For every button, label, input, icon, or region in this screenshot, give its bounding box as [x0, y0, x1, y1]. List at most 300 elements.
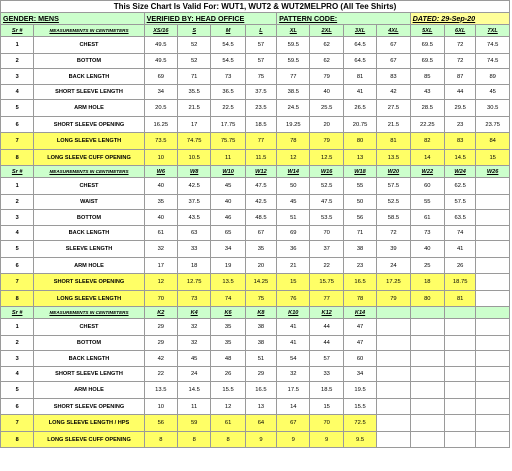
- measurement-value: 22: [144, 367, 177, 382]
- measurement-label: BOTTOM: [34, 210, 144, 226]
- measurement-value: 17.75: [211, 117, 245, 133]
- measurement-value: 79: [377, 291, 410, 307]
- measurement-value: 63.5: [445, 210, 476, 226]
- measurement-value: 10: [144, 150, 177, 166]
- table-row: [1, 100, 510, 117]
- measurement-value: 69: [277, 226, 310, 241]
- measurement-value: [476, 226, 510, 241]
- measurement-value: 14: [410, 150, 444, 166]
- measurement-value: 10.5: [178, 150, 211, 166]
- measurement-value: 8: [211, 432, 245, 448]
- size-header: W14: [277, 166, 310, 178]
- measurement-value: [476, 382, 510, 399]
- size-header: W6: [144, 166, 177, 178]
- measurement-value: 83: [377, 69, 410, 85]
- section-header-row: [1, 25, 510, 37]
- section-header-row: [1, 307, 510, 319]
- row-number: 4: [1, 85, 34, 100]
- measurement-value: [476, 210, 510, 226]
- measurement-value: [476, 241, 510, 258]
- measurement-value: 16.5: [343, 274, 376, 291]
- size-header: W18: [343, 166, 376, 178]
- measurement-value: 20.5: [144, 100, 177, 117]
- measurement-value: 11: [178, 399, 211, 415]
- measurement-value: 8: [144, 432, 177, 448]
- measurement-value: 29: [144, 336, 177, 351]
- measurement-value: 35: [211, 319, 245, 336]
- measurement-value: 24: [377, 258, 410, 274]
- size-header: K8: [245, 307, 276, 319]
- measurement-value: 60: [410, 178, 444, 195]
- table-row: [1, 210, 510, 226]
- measurement-label: SHORT SLEEVE LENGTH: [34, 85, 144, 100]
- info-row: [1, 13, 510, 25]
- measurement-value: 38: [245, 336, 276, 351]
- measurement-label: BACK LENGTH: [34, 351, 144, 367]
- measurement-label: BOTTOM: [34, 54, 144, 69]
- measurement-value: 57: [245, 54, 276, 69]
- measurement-value: [410, 399, 444, 415]
- measurement-label: LONG SLEEVE CUFF OPENING: [34, 150, 144, 166]
- measurement-label: ARM HOLE: [34, 382, 144, 399]
- measurement-value: 42.5: [245, 195, 276, 210]
- measurement-value: 38.5: [277, 85, 310, 100]
- sr-header: Sr #: [1, 307, 34, 319]
- measurement-value: 36.5: [211, 85, 245, 100]
- size-header: W20: [377, 166, 410, 178]
- measurement-value: [410, 367, 444, 382]
- row-number: 3: [1, 69, 34, 85]
- measurement-value: 27.5: [377, 100, 410, 117]
- dated-field: DATED: 29-Sep-20: [410, 13, 509, 25]
- measurement-value: 34: [211, 241, 245, 258]
- measurement-value: 85: [410, 69, 444, 85]
- measurement-value: 35: [245, 241, 276, 258]
- measurement-value: 20.75: [343, 117, 376, 133]
- measurement-value: 51: [277, 210, 310, 226]
- size-header: W22: [410, 166, 444, 178]
- row-number: 7: [1, 274, 34, 291]
- measurement-value: 44: [310, 336, 343, 351]
- measurement-value: 65: [211, 226, 245, 241]
- measurement-value: 11: [211, 150, 245, 166]
- measurement-value: 15.5: [343, 399, 376, 415]
- size-header: K10: [277, 307, 310, 319]
- measurement-value: 74: [211, 291, 245, 307]
- measurement-value: 51: [245, 351, 276, 367]
- measurement-value: [377, 367, 410, 382]
- measurement-value: 34: [144, 85, 177, 100]
- measurement-value: 80: [343, 133, 376, 150]
- measurement-value: 22.25: [410, 117, 444, 133]
- measurement-value: 72: [445, 37, 476, 54]
- measurement-value: 50: [277, 178, 310, 195]
- row-number: 2: [1, 195, 34, 210]
- measurement-value: 37.5: [178, 195, 211, 210]
- measurement-value: 35: [144, 195, 177, 210]
- measurement-value: [445, 319, 476, 336]
- measurement-value: 37.5: [245, 85, 276, 100]
- size-header: 5XL: [410, 25, 444, 37]
- size-header: W24: [445, 166, 476, 178]
- gender-field: GENDER: MENS: [1, 13, 145, 25]
- measurement-value: 73.5: [144, 133, 177, 150]
- measurement-value: 59.5: [277, 54, 310, 69]
- measurement-value: 63: [178, 226, 211, 241]
- measurement-value: 40: [144, 210, 177, 226]
- row-number: 5: [1, 241, 34, 258]
- size-header: W12: [245, 166, 276, 178]
- measurement-value: [410, 319, 444, 336]
- measurement-value: 69: [144, 69, 177, 85]
- measurement-value: 42: [377, 85, 410, 100]
- measurement-value: 21.5: [178, 100, 211, 117]
- measurement-value: 40: [310, 85, 343, 100]
- measurement-label: BACK LENGTH: [34, 226, 144, 241]
- measurement-value: [476, 178, 510, 195]
- measurement-value: 14.25: [245, 274, 276, 291]
- measurement-value: 21: [277, 258, 310, 274]
- measurement-value: [410, 432, 444, 448]
- measurement-label: LONG SLEEVE CUFF OPENING: [34, 432, 144, 448]
- size-header: XL: [277, 25, 310, 37]
- measurement-label: CHEST: [34, 319, 144, 336]
- measurement-value: 39: [377, 241, 410, 258]
- measurement-value: 79: [310, 133, 343, 150]
- measurement-value: 32: [178, 336, 211, 351]
- measurement-value: 41: [343, 85, 376, 100]
- row-number: 2: [1, 54, 34, 69]
- measurement-value: 12: [277, 150, 310, 166]
- measurement-label: WAIST: [34, 195, 144, 210]
- table-row: [1, 37, 510, 54]
- measurement-value: 46: [211, 210, 245, 226]
- table-row: [1, 351, 510, 367]
- measurement-value: 50: [343, 195, 376, 210]
- measurement-value: 25: [410, 258, 444, 274]
- measurement-value: 22.5: [211, 100, 245, 117]
- measurement-label: BACK LENGTH: [34, 69, 144, 85]
- measurement-value: 47: [343, 319, 376, 336]
- measurement-value: 40: [144, 178, 177, 195]
- measurement-value: 52.5: [310, 178, 343, 195]
- measurement-value: 59: [178, 415, 211, 432]
- size-header: W16: [310, 166, 343, 178]
- measurement-value: 54.5: [211, 37, 245, 54]
- title-row: [1, 1, 510, 13]
- table-row: [1, 85, 510, 100]
- measurement-value: 12.75: [178, 274, 211, 291]
- measurement-value: 43: [410, 85, 444, 100]
- measurement-value: 49.5: [144, 37, 177, 54]
- measurement-value: 23.5: [245, 100, 276, 117]
- measurement-value: 25.5: [310, 100, 343, 117]
- measurement-value: 70: [310, 226, 343, 241]
- measurement-value: 18.5: [310, 382, 343, 399]
- size-header: L: [245, 25, 276, 37]
- table-row: [1, 382, 510, 399]
- measurement-value: [377, 382, 410, 399]
- measurement-value: 17: [178, 117, 211, 133]
- measurement-value: 62.5: [445, 178, 476, 195]
- measurement-value: 16.5: [245, 382, 276, 399]
- measurement-label: CHEST: [34, 178, 144, 195]
- measurement-value: 15: [310, 399, 343, 415]
- measurement-value: 61: [410, 210, 444, 226]
- row-number: 3: [1, 210, 34, 226]
- measurement-value: 13.5: [377, 150, 410, 166]
- sr-header: Sr #: [1, 25, 34, 37]
- row-number: 1: [1, 319, 34, 336]
- measurement-value: 12.5: [310, 150, 343, 166]
- pattern-code-field: PATTERN CODE:: [277, 13, 411, 25]
- measurement-value: 30.5: [476, 100, 510, 117]
- measurement-value: 32: [144, 241, 177, 258]
- measurement-value: 45: [476, 85, 510, 100]
- size-header: K12: [310, 307, 343, 319]
- measurement-value: 45: [277, 195, 310, 210]
- measurement-value: 42: [144, 351, 177, 367]
- measurement-label: ARM HOLE: [34, 100, 144, 117]
- measurement-header: MEASUREMENTS IN CENTIMETERS: [34, 166, 144, 178]
- measurement-value: [377, 399, 410, 415]
- measurement-label: SHORT SLEEVE LENGTH: [34, 367, 144, 382]
- measurement-value: [410, 415, 444, 432]
- measurement-value: [476, 351, 510, 367]
- measurement-value: 17.25: [377, 274, 410, 291]
- measurement-value: 23.75: [476, 117, 510, 133]
- measurement-value: 45: [211, 178, 245, 195]
- measurement-value: 18.75: [445, 274, 476, 291]
- measurement-value: 28.5: [410, 100, 444, 117]
- measurement-value: 49.5: [144, 54, 177, 69]
- measurement-value: 56: [144, 415, 177, 432]
- measurement-value: 67: [277, 415, 310, 432]
- measurement-value: 42.5: [178, 178, 211, 195]
- measurement-value: 13: [343, 150, 376, 166]
- size-header: 3XL: [343, 25, 376, 37]
- measurement-value: 26: [211, 367, 245, 382]
- measurement-value: 47.5: [310, 195, 343, 210]
- measurement-value: 9: [277, 432, 310, 448]
- measurement-value: 53.5: [310, 210, 343, 226]
- measurement-value: 41: [277, 319, 310, 336]
- measurement-value: 17.5: [277, 382, 310, 399]
- measurement-value: 52.5: [377, 195, 410, 210]
- measurement-value: 17: [144, 258, 177, 274]
- table-row: [1, 117, 510, 133]
- row-number: 5: [1, 100, 34, 117]
- measurement-value: 77: [245, 133, 276, 150]
- measurement-value: 12: [211, 399, 245, 415]
- measurement-value: 71: [178, 69, 211, 85]
- measurement-value: 69.5: [410, 37, 444, 54]
- measurement-label: ARM HOLE: [34, 258, 144, 274]
- measurement-value: 26: [445, 258, 476, 274]
- size-header: W10: [211, 166, 245, 178]
- table-row: [1, 415, 510, 432]
- measurement-value: [476, 195, 510, 210]
- table-row: [1, 291, 510, 307]
- measurement-value: 84: [476, 133, 510, 150]
- measurement-value: 67: [245, 226, 276, 241]
- table-row: [1, 241, 510, 258]
- measurement-value: 9: [245, 432, 276, 448]
- row-number: 7: [1, 415, 34, 432]
- table-row: [1, 150, 510, 166]
- measurement-value: 16.25: [144, 117, 177, 133]
- measurement-value: 81: [445, 291, 476, 307]
- measurement-value: 15.5: [211, 382, 245, 399]
- measurement-value: 64: [245, 415, 276, 432]
- measurement-value: 44: [310, 319, 343, 336]
- measurement-value: 48: [211, 351, 245, 367]
- measurement-header: MEASUREMENTS IN CENTIMETERS: [34, 307, 144, 319]
- measurement-value: 24.5: [277, 100, 310, 117]
- measurement-value: 57: [245, 37, 276, 54]
- measurement-value: 47.5: [245, 178, 276, 195]
- measurement-value: 44: [445, 85, 476, 100]
- measurement-header: MEASUREMENTS IN CENTIMETERS: [34, 25, 144, 37]
- measurement-value: 56: [343, 210, 376, 226]
- size-header: [377, 307, 410, 319]
- measurement-label: CHEST: [34, 37, 144, 54]
- table-row: [1, 336, 510, 351]
- section-header-row: [1, 166, 510, 178]
- measurement-value: [445, 351, 476, 367]
- measurement-value: 74: [445, 226, 476, 241]
- measurement-value: 89: [476, 69, 510, 85]
- measurement-value: 13.5: [211, 274, 245, 291]
- measurement-value: 18: [178, 258, 211, 274]
- size-header: 6XL: [445, 25, 476, 37]
- row-number: 5: [1, 382, 34, 399]
- row-number: 2: [1, 336, 34, 351]
- measurement-value: 36: [277, 241, 310, 258]
- size-header: 7XL: [476, 25, 510, 37]
- row-number: 7: [1, 133, 34, 150]
- measurement-value: 77: [310, 291, 343, 307]
- measurement-value: 79: [310, 69, 343, 85]
- measurement-value: [445, 336, 476, 351]
- row-number: 1: [1, 37, 34, 54]
- measurement-value: 14.5: [445, 150, 476, 166]
- measurement-value: [476, 291, 510, 307]
- measurement-value: 78: [277, 133, 310, 150]
- measurement-value: 20: [245, 258, 276, 274]
- table-row: [1, 133, 510, 150]
- measurement-value: 15.75: [310, 274, 343, 291]
- measurement-label: SHORT SLEEVE OPENING: [34, 399, 144, 415]
- measurement-value: 55: [410, 195, 444, 210]
- measurement-value: 21.5: [377, 117, 410, 133]
- measurement-value: 13.5: [144, 382, 177, 399]
- measurement-value: [377, 432, 410, 448]
- measurement-value: 32: [277, 367, 310, 382]
- table-row: [1, 54, 510, 69]
- measurement-value: 12: [144, 274, 177, 291]
- measurement-label: SHORT SLEEVE OPENING: [34, 117, 144, 133]
- measurement-value: 19.25: [277, 117, 310, 133]
- measurement-value: [445, 367, 476, 382]
- measurement-value: 47: [343, 336, 376, 351]
- measurement-value: [377, 415, 410, 432]
- measurement-value: 52: [178, 54, 211, 69]
- measurement-value: 64.5: [343, 54, 376, 69]
- size-header: 2XL: [310, 25, 343, 37]
- row-number: 8: [1, 432, 34, 448]
- size-header: K14: [343, 307, 376, 319]
- measurement-value: 48.5: [245, 210, 276, 226]
- measurement-value: [445, 432, 476, 448]
- measurement-value: 22: [310, 258, 343, 274]
- size-header: [410, 307, 444, 319]
- measurement-value: 75.75: [211, 133, 245, 150]
- measurement-value: 14: [277, 399, 310, 415]
- measurement-value: 15: [277, 274, 310, 291]
- measurement-value: 52: [178, 37, 211, 54]
- measurement-value: 81: [343, 69, 376, 85]
- size-header: M: [211, 25, 245, 37]
- measurement-value: 8: [178, 432, 211, 448]
- measurement-label: LONG SLEEVE LENGTH / HPS: [34, 415, 144, 432]
- size-header: K6: [211, 307, 245, 319]
- measurement-value: 13: [245, 399, 276, 415]
- table-row: [1, 178, 510, 195]
- size-header: 4XL: [377, 25, 410, 37]
- table-row: [1, 195, 510, 210]
- measurement-value: 9: [310, 432, 343, 448]
- measurement-value: 62: [310, 37, 343, 54]
- measurement-value: 69.5: [410, 54, 444, 69]
- measurement-value: [476, 399, 510, 415]
- measurement-value: 77: [277, 69, 310, 85]
- measurement-value: 9.5: [343, 432, 376, 448]
- measurement-value: 45: [178, 351, 211, 367]
- measurement-value: [410, 351, 444, 367]
- table-row: [1, 319, 510, 336]
- measurement-value: 61: [211, 415, 245, 432]
- row-number: 4: [1, 367, 34, 382]
- measurement-label: LONG SLEEVE LENGTH: [34, 133, 144, 150]
- row-number: 8: [1, 291, 34, 307]
- measurement-value: 10: [144, 399, 177, 415]
- measurement-value: 71: [343, 226, 376, 241]
- measurement-value: 80: [410, 291, 444, 307]
- measurement-label: SLEEVE LENGTH: [34, 241, 144, 258]
- measurement-value: 74.5: [476, 37, 510, 54]
- measurement-value: 38: [245, 319, 276, 336]
- measurement-value: 59.5: [277, 37, 310, 54]
- measurement-value: 40: [410, 241, 444, 258]
- measurement-value: 23: [445, 117, 476, 133]
- table-row: [1, 399, 510, 415]
- measurement-value: 15: [476, 150, 510, 166]
- measurement-value: 29: [245, 367, 276, 382]
- size-header: W8: [178, 166, 211, 178]
- measurement-value: 33: [310, 367, 343, 382]
- measurement-value: 38: [343, 241, 376, 258]
- measurement-value: 64.5: [343, 37, 376, 54]
- measurement-value: 87: [445, 69, 476, 85]
- measurement-value: 57: [310, 351, 343, 367]
- measurement-value: 35: [211, 336, 245, 351]
- measurement-value: [410, 382, 444, 399]
- size-header: XS/16: [144, 25, 177, 37]
- measurement-value: 70: [310, 415, 343, 432]
- measurement-value: 14.5: [178, 382, 211, 399]
- measurement-value: 72: [445, 54, 476, 69]
